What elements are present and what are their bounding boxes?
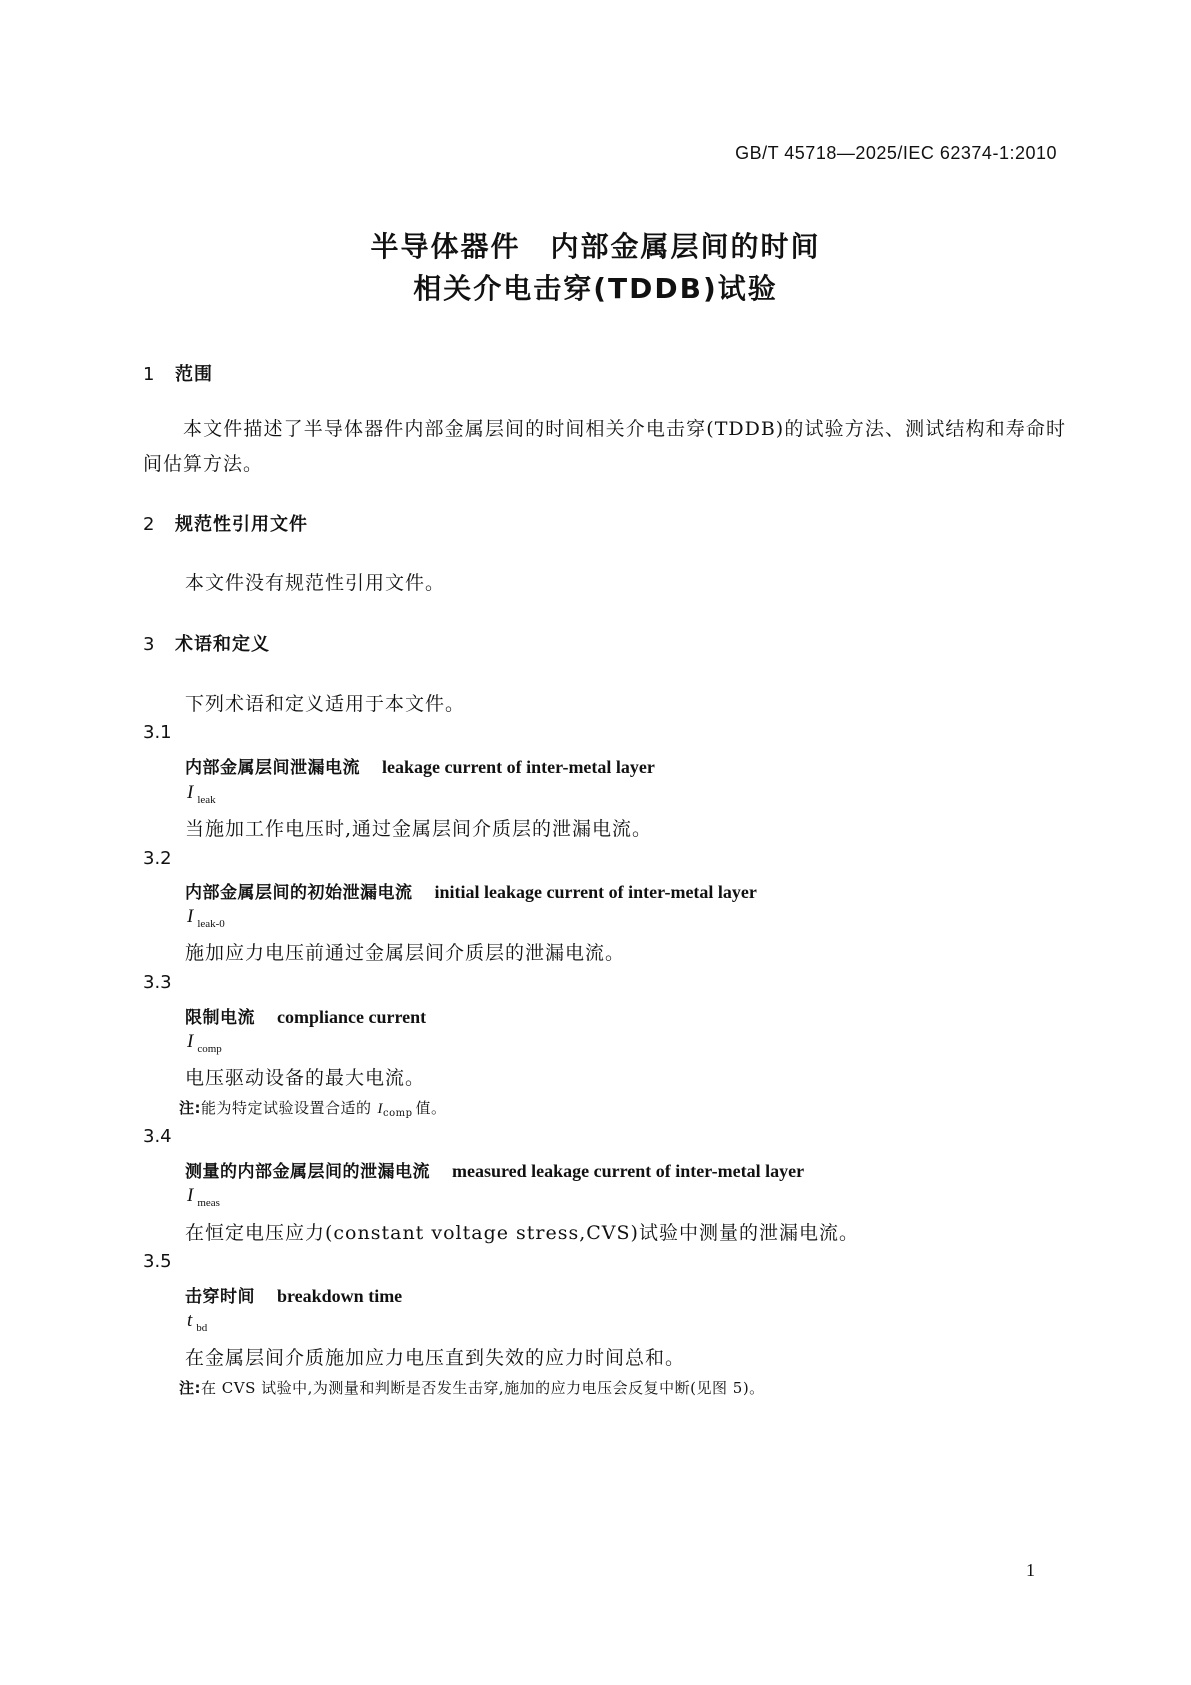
section-number: 1 — [143, 364, 156, 385]
symbol-letter: t — [187, 1310, 193, 1331]
term-title — [185, 753, 655, 778]
term-zh: 限制电流 — [185, 1008, 255, 1028]
term-zh: 测量的内部金属层间的泄漏电流 — [185, 1162, 430, 1182]
term-en: initial leakage current of inter-metal layer — [434, 882, 757, 902]
section-number: 3 — [143, 634, 156, 655]
term-number: 3.3 — [143, 972, 172, 993]
symbol-subscript: comp — [197, 1043, 222, 1055]
symbol-letter: I — [187, 906, 194, 927]
term-number: 3.5 — [143, 1251, 172, 1272]
term-title — [185, 1003, 426, 1028]
term-number: 3.1 — [143, 722, 172, 743]
symbol-letter: I — [187, 1185, 194, 1206]
section-3-intro: 下列术语和定义适用于本文件。 — [185, 693, 466, 715]
term-en: compliance current — [277, 1007, 427, 1027]
symbol-letter: I — [187, 1031, 194, 1052]
section-2-paragraph: 本文件没有规范性引用文件。 — [185, 572, 446, 594]
section-title: 术语和定义 — [175, 634, 270, 655]
symbol-subscript: leak-0 — [197, 918, 225, 930]
section-2-heading — [143, 510, 308, 536]
note-label: 注: — [179, 1099, 201, 1117]
section-1-paragraph: 本文件描述了半导体器件内部金属层间的时间相关介电击穿(TDDB)的试验方法、测试结构和寿命时间估算方法。 — [143, 418, 1066, 475]
term-zh: 击穿时间 — [185, 1287, 255, 1307]
section-title: 规范性引用文件 — [175, 514, 308, 535]
term-number: 3.4 — [143, 1126, 172, 1147]
term-title — [185, 878, 757, 903]
document-title-line2: 相关介电击穿(TDDB)试验 — [413, 272, 778, 305]
section-1-heading — [143, 360, 213, 386]
term-en: breakdown time — [277, 1286, 403, 1306]
standard-id: GB/T 45718—2025/IEC 62374-1:2010 — [735, 143, 1057, 163]
symbol-subscript: meas — [197, 1197, 220, 1209]
term-symbol — [187, 1031, 222, 1053]
term-definition: 当施加工作电压时,通过金属层间介质层的泄漏电流。 — [185, 818, 653, 840]
term-definition: 施加应力电压前通过金属层间介质层的泄漏电流。 — [185, 942, 626, 964]
note-text-end: 值。 — [415, 1099, 447, 1117]
symbol-subscript: leak — [197, 794, 216, 806]
document-title-line1: 半导体器件 内部金属层间的时间 — [370, 230, 821, 263]
term-number: 3.2 — [143, 848, 172, 869]
term-en: measured leakage current of inter-metal layer — [452, 1161, 805, 1181]
term-note — [179, 1377, 765, 1398]
note-text: 在 CVS 试验中,为测量和判断是否发生击穿,施加的应力电压会反复中断(见图 5)。 — [201, 1379, 765, 1397]
term-symbol — [187, 1310, 207, 1332]
note-label: 注: — [179, 1379, 201, 1397]
term-title — [185, 1157, 804, 1182]
term-title — [185, 1282, 402, 1307]
section-title: 范围 — [175, 364, 213, 385]
term-en: leakage current of inter-metal layer — [382, 757, 655, 777]
section-3-heading — [143, 630, 270, 656]
page-number: 1 — [1026, 1560, 1035, 1580]
note-text: 能为特定试验设置合适的 — [201, 1099, 372, 1117]
term-zh: 内部金属层间的初始泄漏电流 — [185, 883, 413, 903]
term-note — [179, 1097, 447, 1118]
section-number: 2 — [143, 514, 156, 535]
symbol-letter: I — [187, 782, 194, 803]
note-symbol: I — [377, 1101, 384, 1117]
term-zh: 内部金属层间泄漏电流 — [185, 758, 360, 778]
term-definition: 电压驱动设备的最大电流。 — [185, 1067, 426, 1089]
note-symbol-subscript: comp — [383, 1108, 413, 1119]
symbol-subscript: bd — [196, 1322, 208, 1334]
term-symbol — [187, 1185, 220, 1207]
term-definition: 在恒定电压应力(constant voltage stress,CVS)试验中测量的泄漏电流。 — [185, 1222, 859, 1244]
term-symbol — [187, 906, 225, 928]
term-symbol — [187, 782, 216, 804]
term-definition: 在金属层间介质施加应力电压直到失效的应力时间总和。 — [185, 1347, 686, 1369]
